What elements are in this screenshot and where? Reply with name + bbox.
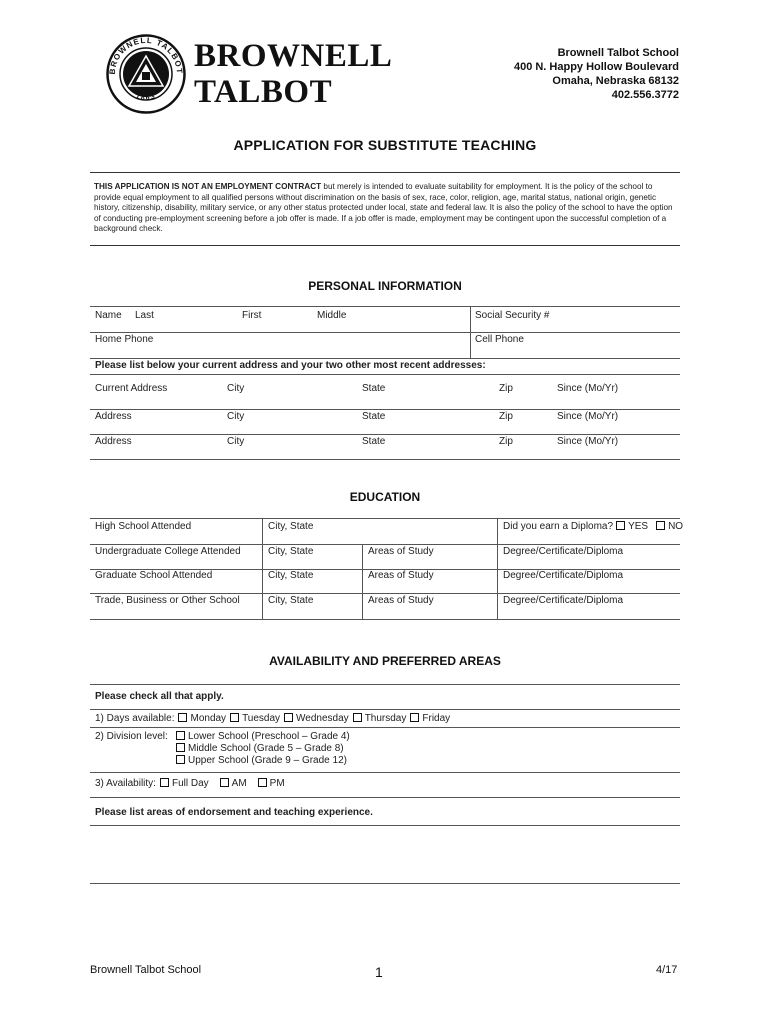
- lower-school-label: Lower School (Preschool – Grade 4): [188, 731, 350, 742]
- middle-school-checkbox[interactable]: [176, 743, 185, 752]
- trade-city-field[interactable]: City, State: [268, 595, 314, 606]
- full-day-checkbox[interactable]: [160, 778, 169, 787]
- document-title: APPLICATION FOR SUBSTITUTE TEACHING: [233, 137, 537, 153]
- wordmark-line-2: TALBOT: [194, 74, 333, 110]
- trade-school-field[interactable]: Trade, Business or Other School: [95, 595, 240, 606]
- graduate-city-field[interactable]: City, State: [268, 570, 314, 581]
- division-option-lower: [175, 731, 350, 742]
- undergrad-city-field[interactable]: City, State: [268, 546, 314, 557]
- school-seal-logo: [106, 34, 186, 114]
- table-border: [90, 358, 680, 359]
- table-border: [90, 619, 680, 620]
- days-available-row: [95, 713, 450, 724]
- am-checkbox[interactable]: [220, 778, 229, 787]
- address-city-field[interactable]: City: [227, 411, 245, 422]
- wordmark-line-1: BROWNELL: [194, 38, 393, 74]
- middle-name-field[interactable]: Middle: [317, 310, 347, 321]
- division-option-upper: [175, 755, 347, 766]
- availability-row: [95, 778, 285, 789]
- address-city-field[interactable]: City: [227, 436, 245, 447]
- undergrad-college-field[interactable]: Undergraduate College Attended: [95, 546, 241, 557]
- address-city-field[interactable]: City: [227, 383, 245, 394]
- graduate-school-field[interactable]: Graduate School Attended: [95, 570, 213, 581]
- disclaimer-lead: THIS APPLICATION IS NOT AN EMPLOYMENT CONTRACT: [94, 182, 322, 191]
- monday-checkbox[interactable]: [178, 713, 187, 722]
- thursday-label: Thursday: [364, 713, 407, 724]
- availability-label: 3) Availability:: [95, 778, 156, 789]
- endorsement-instruction: Please list areas of endorsement and teaching experience.: [95, 807, 373, 818]
- thursday-checkbox[interactable]: [353, 713, 362, 722]
- column-divider: [362, 544, 363, 619]
- division-option-middle: [175, 743, 344, 754]
- table-border: [90, 709, 680, 710]
- middle-school-label: Middle School (Grade 5 – Grade 8): [188, 743, 344, 754]
- disclaimer-text: [94, 182, 678, 235]
- diploma-yes-checkbox[interactable]: [616, 521, 625, 530]
- address-state-field[interactable]: State: [362, 411, 386, 422]
- seal-arc-text: BROWNELL TALBOT: [107, 35, 185, 75]
- wednesday-checkbox[interactable]: [284, 713, 293, 722]
- high-school-city-field[interactable]: City, State: [268, 521, 314, 532]
- check-all-instruction: Please check all that apply.: [95, 691, 224, 702]
- school-phone: 402.556.3772: [611, 89, 679, 101]
- table-border: [90, 593, 680, 594]
- seal-year-text: 1863: [134, 92, 158, 102]
- ssn-field[interactable]: Social Security #: [475, 310, 550, 321]
- prior-address-field[interactable]: Address: [95, 411, 132, 422]
- table-border: [90, 797, 680, 798]
- days-available-label: 1) Days available:: [95, 713, 175, 724]
- page-number: 1: [375, 964, 383, 980]
- tuesday-label: Tuesday: [242, 713, 281, 724]
- school-contact-block: [514, 46, 679, 102]
- diploma-no-label: NO: [668, 521, 684, 532]
- upper-school-checkbox[interactable]: [176, 755, 185, 764]
- am-label: AM: [231, 778, 247, 789]
- disclaimer-body: but merely is intended to evaluate suitability for employment. It is the policy of the school to provide equal employment to all qualified persons without discrimination on the basis of sex, race, color, religion, age, marital status, national origin, genetic history, citizenship, disability, military service, or any other status protected under local, state and federal law. It is also the policy of the school to have the option of conducting pre-employment screening before a job offer is made. If a job offer is made, employment may be contingent upon the successful completion of a background check.: [94, 182, 673, 234]
- address-zip-field[interactable]: Zip: [499, 411, 513, 422]
- address-since-field[interactable]: Since (Mo/Yr): [557, 411, 619, 422]
- high-school-field[interactable]: High School Attended: [95, 521, 192, 532]
- address-since-field[interactable]: Since (Mo/Yr): [557, 383, 619, 394]
- table-border: [90, 544, 680, 545]
- table-border: [90, 772, 680, 773]
- address-state-field[interactable]: State: [362, 436, 386, 447]
- trade-degree-field[interactable]: Degree/Certificate/Diploma: [503, 595, 624, 606]
- last-name-field[interactable]: Last: [135, 310, 154, 321]
- school-name: Brownell Talbot School: [557, 47, 679, 59]
- address-state-field[interactable]: State: [362, 383, 386, 394]
- address-instruction: Please list below your current address and your two other most recent addresses:: [95, 360, 486, 371]
- prior-address-field[interactable]: Address: [95, 436, 132, 447]
- monday-label: Monday: [190, 713, 227, 724]
- section-title-availability: AVAILABILITY AND PREFERRED AREAS: [269, 654, 501, 668]
- divider: [90, 172, 680, 173]
- table-border: [90, 727, 680, 728]
- table-border: [90, 825, 680, 826]
- endorsement-answer-line[interactable]: [90, 883, 680, 884]
- address-zip-field[interactable]: Zip: [499, 436, 513, 447]
- table-border: [90, 684, 680, 685]
- undergrad-study-field[interactable]: Areas of Study: [368, 546, 434, 557]
- diploma-question: [503, 521, 683, 532]
- table-border: [90, 518, 680, 519]
- cell-phone-field[interactable]: Cell Phone: [475, 334, 524, 345]
- form-revision-date: 4/17: [656, 964, 678, 976]
- friday-checkbox[interactable]: [410, 713, 419, 722]
- home-phone-field[interactable]: Home Phone: [95, 334, 154, 345]
- table-border: [90, 306, 680, 307]
- table-border: [90, 374, 680, 375]
- division-level-label: 2) Division level:: [95, 731, 168, 742]
- trade-study-field[interactable]: Areas of Study: [368, 595, 434, 606]
- pm-checkbox[interactable]: [258, 778, 267, 787]
- lower-school-checkbox[interactable]: [176, 731, 185, 740]
- section-title-education: EDUCATION: [349, 490, 421, 504]
- undergrad-degree-field[interactable]: Degree/Certificate/Diploma: [503, 546, 624, 557]
- table-border: [90, 434, 680, 435]
- section-title-personal: PERSONAL INFORMATION: [308, 279, 462, 293]
- address-zip-field[interactable]: Zip: [499, 383, 513, 394]
- school-address: 400 N. Happy Hollow Boulevard: [513, 61, 679, 73]
- table-border: [90, 409, 680, 410]
- table-border: [90, 459, 680, 460]
- full-day-label: Full Day: [171, 778, 209, 789]
- wednesday-label: Wednesday: [296, 713, 349, 724]
- friday-label: Friday: [422, 713, 451, 724]
- school-wordmark: [194, 38, 392, 110]
- diploma-yes-label: YES: [628, 521, 649, 532]
- footer-school-name: Brownell Talbot School: [90, 964, 202, 976]
- graduate-degree-field[interactable]: Degree/Certificate/Diploma: [503, 570, 624, 581]
- address-since-field[interactable]: Since (Mo/Yr): [557, 436, 619, 447]
- current-address-field[interactable]: Current Address: [95, 383, 168, 394]
- first-name-field[interactable]: First: [242, 310, 262, 321]
- table-border: [90, 332, 680, 333]
- upper-school-label: Upper School (Grade 9 – Grade 12): [188, 755, 347, 766]
- school-city: Omaha, Nebraska 68132: [552, 75, 679, 87]
- divider: [90, 245, 680, 246]
- name-label: Name: [95, 310, 122, 321]
- pm-label: PM: [269, 778, 285, 789]
- diploma-question-text: Did you earn a Diploma?: [503, 521, 614, 532]
- tuesday-checkbox[interactable]: [230, 713, 239, 722]
- graduate-study-field[interactable]: Areas of Study: [368, 570, 434, 581]
- diploma-no-checkbox[interactable]: [656, 521, 665, 530]
